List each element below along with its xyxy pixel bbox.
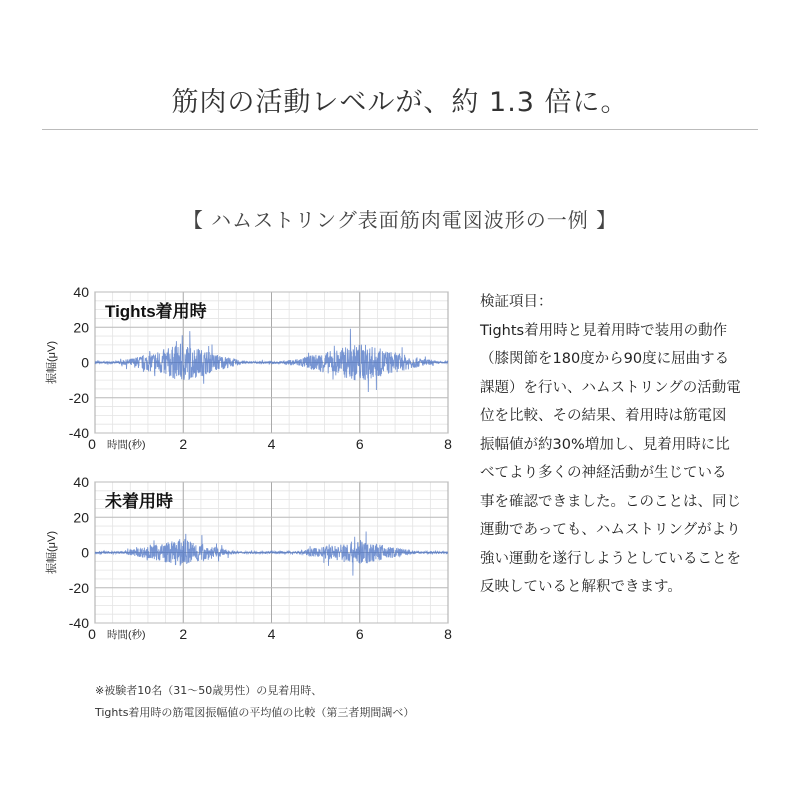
x-axis-label: 時間(秒) <box>107 629 146 641</box>
footnote <box>95 680 414 724</box>
description-line: 事を確認できました。このことは、同じ <box>480 493 741 510</box>
x-tick-label: 8 <box>444 626 452 642</box>
emg-chart-no-tights <box>40 470 460 650</box>
footnote-line: ※被験者10名（31〜50歳男性）の見着用時、 <box>95 684 323 697</box>
y-tick-label: -40 <box>68 425 89 441</box>
x-tick-label: 4 <box>267 626 276 642</box>
x-tick-label: 2 <box>179 436 188 452</box>
description-line: （膝関節を180度から90度に屈曲する <box>480 351 730 367</box>
x-tick-label: 4 <box>267 436 276 452</box>
page-title: 筋肉の活動レベルが、約 1.3 倍に。 <box>171 87 629 118</box>
description <box>480 288 780 602</box>
chart-title: Tights着用時 <box>105 302 207 321</box>
y-tick-label: 40 <box>73 474 89 490</box>
divider <box>42 129 758 130</box>
footnote-line: Tights着用時の筋電図振幅値の平均値の比較（第三者期間調べ） <box>95 706 415 719</box>
y-tick-label: 0 <box>81 354 89 371</box>
description-line: Tights着用時と見着用時で装用の動作 <box>480 322 728 339</box>
y-tick-label: -20 <box>68 579 89 596</box>
y-axis-label: 振幅(μV) <box>46 530 58 575</box>
emg-chart-tights <box>40 280 460 460</box>
y-tick-label: 0 <box>81 544 89 561</box>
description-line: 振幅値が約30%増加し、見着用時に比 <box>480 436 730 453</box>
x-tick-label: 6 <box>355 436 364 452</box>
description-line: 反映していると解釈できます。 <box>480 579 682 595</box>
chart-title: 未着用時 <box>105 492 173 511</box>
x-tick-label: 0 <box>88 436 96 452</box>
description-line: 検証項目： <box>480 294 553 310</box>
description-line: 位を比較、その結果、着用時は筋電図 <box>480 408 727 424</box>
x-axis-label: 時間(秒) <box>107 439 146 451</box>
y-tick-label: -20 <box>68 389 89 406</box>
description-line: 強い運動を遂行しようとしていることを <box>480 550 741 567</box>
y-axis-label: 振幅(μV) <box>46 340 58 385</box>
x-tick-label: 8 <box>444 436 452 452</box>
description-line: 運動であっても、ハムストリングがより <box>480 522 741 538</box>
x-tick-label: 2 <box>179 626 188 642</box>
y-tick-label: 40 <box>73 284 89 300</box>
x-tick-label: 6 <box>355 626 364 642</box>
y-tick-label: -40 <box>68 615 89 631</box>
description-line: 課題）を行い、ハムストリングの活動電 <box>480 379 741 396</box>
x-tick-label: 0 <box>88 626 96 642</box>
y-tick-label: 20 <box>73 319 89 336</box>
section-subtitle: 【 ハムストリング表面筋肉電図波形の一例 】 <box>182 208 618 232</box>
y-tick-label: 20 <box>73 509 89 526</box>
description-line: べてより多くの神経活動が生じている <box>480 465 727 481</box>
